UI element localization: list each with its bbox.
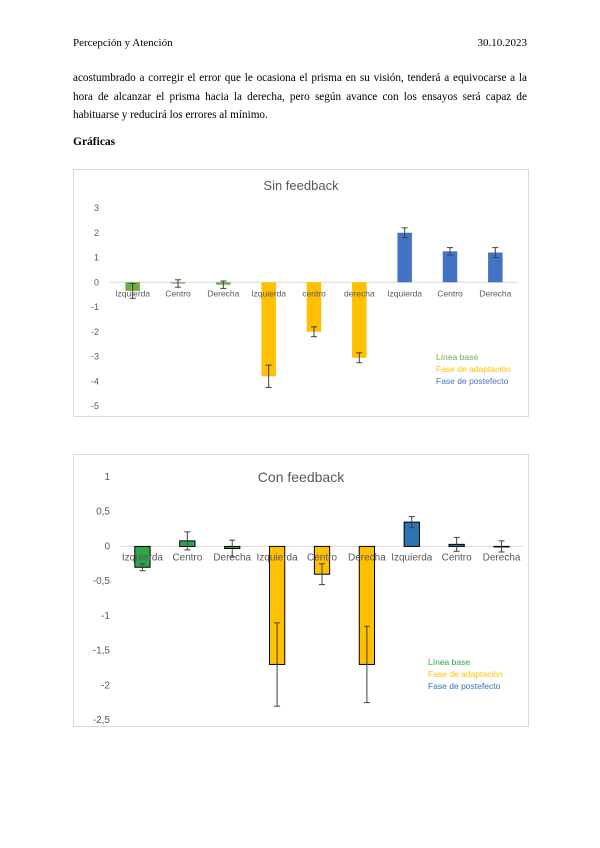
chart-title: Con feedback [257, 469, 345, 485]
category-label: derecha [343, 288, 375, 299]
legend-entry: Línea base [428, 657, 471, 667]
legend-entry: Fase de adaptación [436, 364, 511, 374]
y-tick-label: -4 [90, 376, 99, 387]
category-label: Centro [437, 288, 463, 299]
category-label: Centro [172, 552, 203, 564]
category-label: Centro [165, 288, 191, 299]
category-label: Derecha [207, 288, 240, 299]
body-paragraph: acostumbrado a corregir el error que le ocasiona el prisma en su visión, tenderá a equivocarse a la hora de alcanzar el prisma hacia la derecha, pero según avance con los ensayos será capaz de habituarse y reducirá los errores al mínimo. [73, 72, 527, 121]
y-tick-label: 1 [104, 472, 110, 483]
header-title: Percepción y Atención [73, 37, 173, 49]
category-label: Izquierda [121, 552, 164, 564]
legend-entry: Fase de adaptación [428, 669, 503, 679]
chart-con-feedback [73, 454, 529, 727]
section-heading: Gráficas [73, 136, 116, 148]
category-label: Centro [306, 552, 338, 564]
category-label: Derecha [479, 288, 512, 299]
category-label: Izquierda [251, 288, 287, 299]
chart-title: Sin feedback [263, 178, 339, 193]
y-tick-label: -3 [90, 351, 99, 362]
y-tick-label: -1,5 [92, 645, 110, 657]
y-tick-label: -2 [90, 326, 99, 337]
y-tick-label: 0,5 [96, 506, 110, 518]
y-tick-label: 3 [93, 203, 99, 213]
y-tick-label: 0 [93, 277, 99, 288]
category-label: Izquierda [115, 288, 151, 299]
category-label: Izquierda [256, 552, 298, 564]
chart-sin-feedback [73, 169, 529, 417]
category-label: Izquierda [391, 552, 433, 564]
bar [397, 233, 412, 283]
y-tick-label: -1 [90, 302, 99, 312]
category-label: Centro [441, 552, 472, 564]
category-label: centro [302, 288, 326, 299]
category-label: Izquierda [387, 288, 423, 299]
legend-entry: Fase de postefecto [428, 681, 501, 691]
y-tick-label: 1 [93, 252, 99, 263]
category-label: Derecha [213, 552, 252, 564]
y-tick-label: -1 [101, 610, 110, 622]
y-tick-label: -0,5 [92, 576, 110, 588]
y-tick-label: 2 [93, 227, 99, 238]
chart-con-feedback-svg [74, 455, 528, 726]
y-tick-label: -5 [90, 401, 99, 411]
legend-entry: Fase de postefecto [436, 376, 509, 386]
chart-sin-feedback-svg [74, 170, 528, 416]
y-tick-label: -2 [101, 680, 110, 692]
header-date: 30.10.2023 [477, 37, 527, 49]
y-tick-label: 0 [104, 541, 110, 553]
legend-entry: Línea base [436, 352, 479, 362]
category-label: Derecha [347, 552, 386, 564]
bar [443, 251, 458, 282]
category-label: Derecha [482, 552, 521, 564]
y-tick-label: -2,5 [92, 715, 110, 726]
